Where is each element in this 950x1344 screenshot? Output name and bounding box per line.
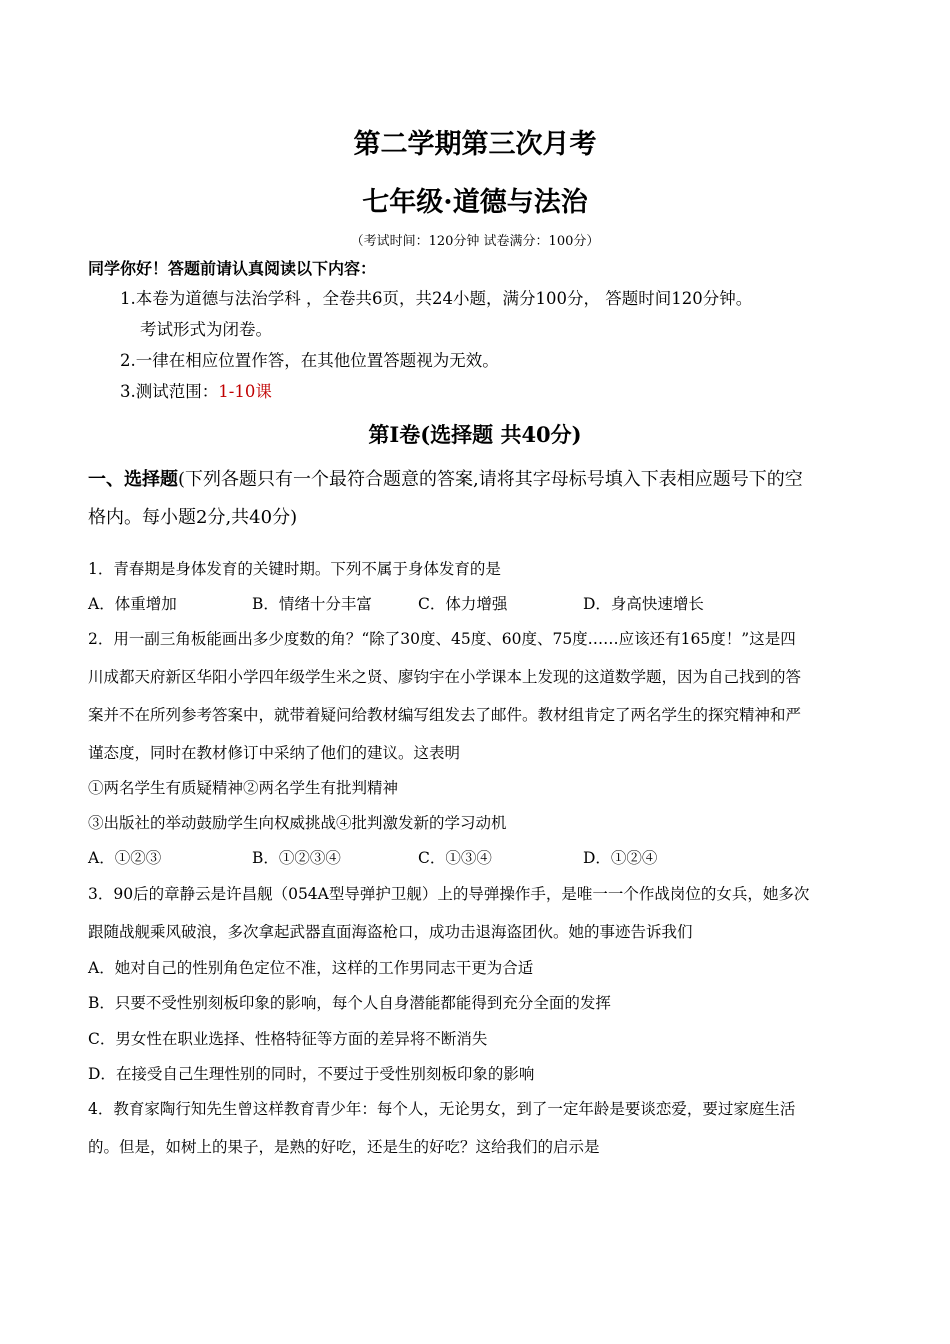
question-4-line-1: 4．教育家陶行知先生曾这样教育青少年：每个人，无论男女，到了一定年龄是要谈恋爱，要过家庭生活: [88, 1100, 796, 1118]
notice-item-2: 2.一律在相应位置作答，在其他位置答题视为无效。: [120, 351, 499, 370]
question-3-option-d: D．在接受自己生理性别的同时，不要过于受性别刻板印象的影响: [88, 1065, 535, 1083]
question-2-line-2: 川成都天府新区华阳小学四年级学生米之贤、廖钧宇在小学课本上发现的这道数学题，因为自己找到的答: [88, 668, 802, 686]
question-2-option-c: C．①③④: [418, 849, 492, 867]
notice-item-3-label: 3.测试范围：: [120, 382, 219, 401]
question-1-option-a: A．体重增加: [88, 595, 177, 613]
question-3-option-b: B．只要不受性别刻板印象的影响，每个人自身潜能都能得到充分全面的发挥: [88, 994, 611, 1012]
notice-item-3: [120, 378, 272, 402]
part-description: (下列各题只有一个最符合题意的答案,请将其字母标号填入下表相应题号下的空: [178, 469, 803, 490]
question-2-statement-1: ①两名学生有质疑精神②两名学生有批判精神: [88, 779, 399, 797]
question-2-option-d: D．①②④: [583, 849, 658, 867]
question-2-line-4: 谨态度，同时在教材修订中采纳了他们的建议。这表明: [88, 744, 461, 762]
exam-subject: 七年级·道德与法治: [362, 187, 588, 218]
question-1-option-c: C．体力增强: [418, 595, 508, 613]
question-3-line-1: 3．90后的章静云是许昌舰（054A型导弹护卫舰）上的导弹操作手，是唯一一个作战岗位的女兵，她多次: [88, 885, 810, 903]
question-3-line-2: 跟随战舰乘风破浪，多次拿起武器直面海盗枪口，成功击退海盗团伙。她的事迹告诉我们: [88, 923, 693, 941]
question-1-option-b: B．情绪十分丰富: [252, 595, 372, 613]
test-scope-value: 1-10课: [218, 382, 272, 401]
question-1-stem: 1．青春期是身体发育的关键时期。下列不属于身体发育的是: [88, 560, 501, 578]
section-title: 第Ⅰ卷(选择题 共40分): [368, 422, 582, 447]
part-label: 一、选择题: [88, 469, 178, 490]
question-2-option-b: B．①②③④: [252, 849, 341, 867]
exam-info: （考试时间：120分钟 试卷满分：100分）: [350, 234, 600, 249]
exam-title: 第二学期第三次月考: [353, 129, 597, 160]
notice-greeting: 同学你好！答题前请认真阅读以下内容：: [88, 259, 377, 278]
question-2-line-3: 案并不在所列参考答案中，就带着疑问给教材编写组发去了邮件。教材组肯定了两名学生的探究精神和严: [88, 706, 802, 724]
question-3-option-c: C．男女性在职业选择、性格特征等方面的差异将不断消失: [88, 1030, 488, 1048]
question-4-line-2: 的。但是，如树上的果子，是熟的好吃，还是生的好吃？这给我们的启示是: [88, 1138, 600, 1156]
part-description-cont: 格内。每小题2分,共40分): [88, 507, 298, 528]
question-3-option-a: A．她对自己的性别角色定位不准，这样的工作男同志干更为合适: [88, 959, 534, 977]
part-heading: [88, 465, 803, 491]
notice-item-1-cont: 考试形式为闭卷。: [140, 320, 272, 339]
question-2-line-1: 2．用一副三角板能画出多少度数的角？“除了30度、45度、60度、75度……应该还有165度！”这是四: [88, 630, 796, 648]
notice-item-1: 1.本卷为道德与法治学科 ，全卷共6页，共24小题，满分100分， 答题时间120分钟。: [120, 289, 753, 308]
question-1-option-d: D．身高快速增长: [583, 595, 704, 613]
question-2-statement-2: ③出版社的举动鼓励学生向权威挑战④批判激发新的学习动机: [88, 814, 507, 832]
question-2-option-a: A．①②③: [88, 849, 162, 867]
